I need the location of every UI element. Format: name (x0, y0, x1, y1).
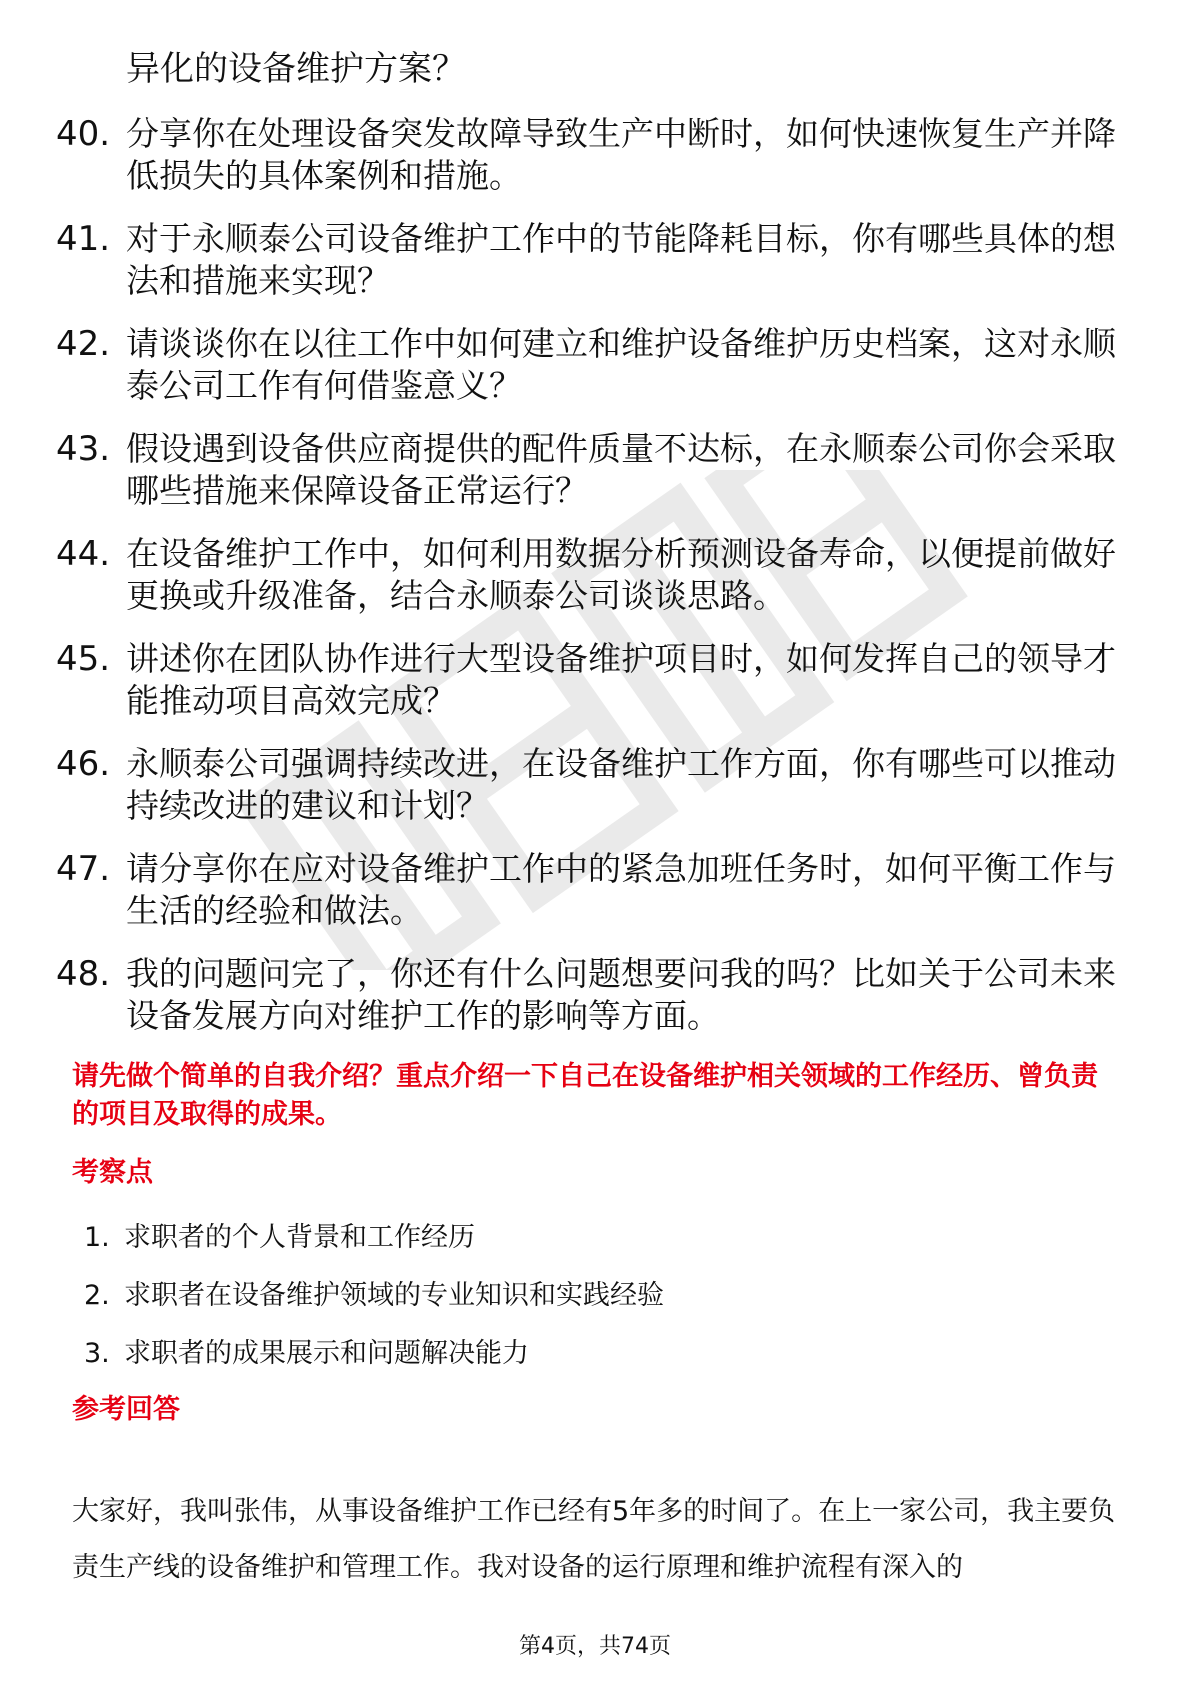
focus-point-number: 2. (84, 1280, 110, 1311)
question-text: 讲述你在团队协作进行大型设备维护项目时，如何发挥自己的领导才能推动项目高效完成？ (126, 639, 1116, 720)
question-list (56, 113, 1116, 1058)
question-item (56, 533, 1116, 617)
answer-paragraph: 大家好，我叫张伟，从事设备维护工作已经有5年多的时间了。在上一家公司，我主要负责生产线的设备维护和管理工作。我对设备的运行原理和维护流程有深入的 (72, 1496, 1116, 1583)
question-text: 在设备维护工作中，如何利用数据分析预测设备寿命，以便提前做好更换或升级准备，结合永顺泰公司谈谈思路。 (126, 534, 1116, 615)
question-text: 对于永顺泰公司设备维护工作中的节能降耗目标，你有哪些具体的想法和措施来实现？ (126, 219, 1116, 300)
continued-question-text: 异化的设备维护方案？ (126, 49, 466, 89)
question-number: 43. (56, 429, 111, 469)
focus-section-title: 考察点 (72, 1157, 153, 1188)
focus-point-text: 求职者的成果展示和问题解决能力 (124, 1338, 529, 1369)
featured-question: 请先做个简单的自我介绍？重点介绍一下自己在设备维护相关领域的工作经历、曾负责的项目及取得的成果。 (72, 1061, 1098, 1130)
focus-point-text: 求职者在设备维护领域的专业知识和实践经验 (124, 1280, 664, 1311)
question-text: 永顺泰公司强调持续改进，在设备维护工作方面，你有哪些可以推动持续改进的建议和计划？ (126, 744, 1116, 825)
focus-point-text: 求职者的个人背景和工作经历 (124, 1222, 475, 1253)
question-number: 44. (56, 534, 111, 574)
question-text: 假设遇到设备供应商提供的配件质量不达标，在永顺泰公司你会采取哪些措施来保障设备正常运行？ (126, 429, 1116, 510)
focus-point-number: 1. (84, 1222, 110, 1253)
question-number: 47. (56, 849, 111, 889)
question-item (56, 218, 1116, 302)
question-item (56, 848, 1116, 932)
question-number: 42. (56, 324, 111, 364)
question-item (56, 743, 1116, 827)
focus-point (84, 1337, 664, 1371)
question-number: 46. (56, 744, 111, 784)
answer-section-title: 参考回答 (72, 1394, 180, 1425)
page-footer: 第4页，共74页 (519, 1634, 671, 1659)
question-item (56, 638, 1116, 722)
question-text: 分享你在处理设备突发故障导致生产中断时，如何快速恢复生产并降低损失的具体案例和措施。 (126, 114, 1116, 195)
question-number: 45. (56, 639, 111, 679)
focus-point (84, 1221, 664, 1255)
focus-point (84, 1279, 664, 1313)
question-text: 我的问题问完了，你还有什么问题想要问我的吗？比如关于公司未来设备发展方向对维护工作的影响等方面。 (126, 954, 1116, 1035)
question-number: 41. (56, 219, 111, 259)
question-item (56, 428, 1116, 512)
question-item (56, 113, 1116, 197)
question-text: 请分享你在应对设备维护工作中的紧急加班任务时，如何平衡工作与生活的经验和做法。 (126, 849, 1116, 930)
question-number: 40. (56, 114, 111, 154)
focus-point-number: 3. (84, 1338, 110, 1369)
question-item (56, 323, 1116, 407)
question-text: 请谈谈你在以往工作中如何建立和维护设备维护历史档案，这对永顺泰公司工作有何借鉴意义？ (126, 324, 1116, 405)
question-item (56, 953, 1116, 1037)
question-number: 48. (56, 954, 111, 994)
focus-point-list (84, 1221, 664, 1395)
